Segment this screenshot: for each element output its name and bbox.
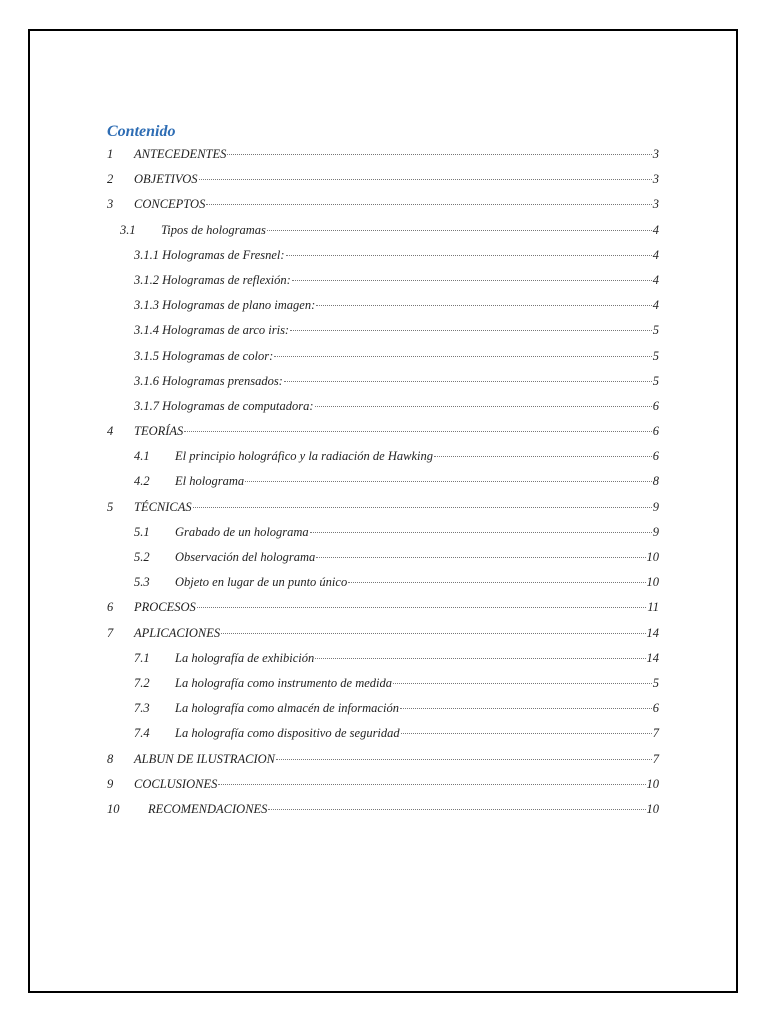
dot-leader: [193, 507, 652, 508]
toc-entry-observacion-holograma[interactable]: [107, 545, 659, 570]
toc-entry-number: 7.3: [134, 701, 150, 716]
toc-entry-text: Tipos de hologramas: [161, 222, 266, 237]
dot-leader: [218, 784, 645, 785]
toc-entry-page: 10: [646, 801, 659, 816]
toc-entry-hologramas-color[interactable]: [107, 344, 659, 369]
toc-entry-number: 5.2: [134, 550, 150, 564]
toc-entry-holografia-medida[interactable]: [107, 671, 659, 696]
toc-entry-text: La holografía como instrumento de medida: [175, 675, 393, 690]
toc-entry-text: APLICACIONES: [134, 625, 221, 640]
dot-leader: [292, 280, 652, 281]
toc-entry-holografia-exhibicion[interactable]: [107, 646, 659, 671]
toc-entry-number: 9: [107, 776, 114, 791]
toc-entry-text: La holografía como almacén de información: [175, 701, 399, 716]
toc-entry-procesos[interactable]: [107, 595, 659, 620]
dot-leader: [267, 230, 652, 231]
toc-entry-number: 7.1: [134, 650, 150, 665]
dot-leader: [400, 708, 652, 709]
dot-leader: [284, 381, 652, 382]
toc-entry-page: 6: [652, 424, 659, 439]
toc-entry-page: 4: [652, 272, 659, 287]
toc-entry-page: 9: [652, 524, 659, 539]
toc-entry-page: 3: [652, 172, 659, 187]
toc-entry-number: 4.1: [134, 449, 150, 464]
toc-entry-page: 11: [647, 600, 659, 615]
toc-entry-principio-holografico[interactable]: [107, 444, 659, 469]
toc-entry-objetivos[interactable]: [107, 167, 659, 192]
toc-entry-page: 10: [646, 575, 659, 590]
toc-entry-text: 3.1.2 Hologramas de reflexión:: [134, 272, 291, 287]
toc-entry-hologramas-plano-imagen[interactable]: [107, 293, 659, 318]
toc-entry-page: 10: [646, 776, 659, 791]
dot-leader: [197, 607, 647, 608]
dot-leader: [276, 759, 652, 760]
toc-entry-page: 6: [652, 398, 659, 413]
toc-entry-text: El holograma: [175, 474, 245, 489]
toc-entry-number: 7: [107, 625, 114, 640]
dot-leader: [274, 356, 652, 357]
toc-entry-el-holograma[interactable]: [107, 469, 659, 494]
toc-entry-text: 3.1.7 Hologramas de computadora:: [134, 398, 314, 413]
toc-entry-text: Grabado de un holograma: [175, 524, 309, 539]
toc-entry-page: 9: [652, 499, 659, 514]
toc-entry-hologramas-prensados[interactable]: [107, 369, 659, 394]
toc-entry-number: 8: [107, 751, 114, 766]
toc-entry-text: PROCESOS: [134, 600, 196, 615]
toc-entry-number: 4.2: [134, 474, 150, 489]
dot-leader: [184, 431, 651, 432]
toc-entry-page: 6: [652, 701, 659, 716]
dot-leader: [199, 179, 652, 180]
toc-entry-page: 4: [652, 222, 659, 237]
toc-entry-text: La holografía como dispositivo de seguridad: [175, 726, 400, 741]
toc-entry-text: ALBUN DE ILUSTRACION: [134, 751, 275, 766]
toc-entry-page: 5: [652, 373, 659, 388]
toc-entry-page: 14: [646, 625, 659, 640]
toc-entry-text: 3.1.5 Hologramas de color:: [134, 348, 274, 363]
toc-entry-antecedentes[interactable]: [107, 142, 659, 167]
toc-entry-hologramas-computadora[interactable]: [107, 394, 659, 419]
dot-leader: [268, 809, 645, 810]
toc-entry-page: 8: [652, 474, 659, 489]
toc-entry-text: Observación del holograma: [175, 550, 316, 564]
toc-entry-coclusiones[interactable]: [107, 772, 659, 797]
dot-leader: [286, 255, 652, 256]
toc-entry-recomendaciones[interactable]: [107, 797, 659, 822]
toc-entry-number: 6: [107, 600, 114, 615]
toc-entry-number: 1: [107, 147, 114, 161]
dot-leader: [227, 154, 651, 155]
dot-leader: [316, 557, 645, 558]
dot-leader: [310, 532, 652, 533]
toc-entry-text: 3.1.1 Hologramas de Fresnel:: [134, 247, 285, 262]
toc-entry-holografia-seguridad[interactable]: [107, 721, 659, 746]
toc-entry-text: RECOMENDACIONES: [148, 801, 268, 816]
toc-entry-page: 4: [652, 298, 659, 313]
toc-entry-conceptos[interactable]: [107, 192, 659, 217]
dot-leader: [315, 658, 645, 659]
toc-entry-text: COCLUSIONES: [134, 776, 218, 791]
toc-entry-page: 5: [652, 323, 659, 338]
toc-entry-grabado-holograma[interactable]: [107, 520, 659, 545]
dot-leader: [348, 582, 645, 583]
toc-entry-page: 7: [652, 726, 659, 741]
dot-leader: [434, 456, 652, 457]
toc-entry-number: 5.3: [134, 575, 150, 590]
toc-entry-page: 7: [652, 751, 659, 766]
toc-entry-hologramas-fresnel[interactable]: [107, 243, 659, 268]
toc-entry-hologramas-arco-iris[interactable]: [107, 318, 659, 343]
table-of-contents: [107, 122, 659, 822]
toc-entry-albun-ilustracion[interactable]: [107, 747, 659, 772]
toc-entry-text: 3.1.6 Hologramas prensados:: [134, 373, 283, 388]
toc-entry-number: 3: [107, 197, 114, 212]
toc-entry-page: 5: [652, 348, 659, 363]
toc-entry-number: 7.2: [134, 675, 150, 690]
toc-entry-text: ANTECEDENTES: [134, 147, 227, 161]
dot-leader: [316, 305, 652, 306]
toc-entry-number: 7.4: [134, 726, 150, 741]
toc-entry-tecnicas[interactable]: [107, 495, 659, 520]
dot-leader: [315, 406, 652, 407]
toc-entry-holografia-almacen[interactable]: [107, 696, 659, 721]
toc-entry-text: TEORÍAS: [134, 424, 184, 439]
toc-entry-number: 3.1: [120, 222, 136, 237]
toc-entry-text: OBJETIVOS: [134, 172, 198, 187]
dot-leader: [401, 733, 652, 734]
toc-entry-hologramas-reflexion[interactable]: [107, 268, 659, 293]
toc-entry-tipos-de-hologramas[interactable]: [107, 218, 659, 243]
toc-title: Contenido: [107, 123, 176, 140]
dot-leader: [393, 683, 652, 684]
toc-entry-number: 5: [107, 499, 114, 514]
toc-entry-page: 3: [652, 197, 659, 212]
toc-entry-aplicaciones[interactable]: [107, 621, 659, 646]
toc-entry-number: 4: [107, 424, 114, 439]
toc-entry-page: 4: [652, 247, 659, 262]
toc-entry-page: 3: [652, 147, 659, 161]
toc-entry-page: 10: [646, 550, 659, 564]
dot-leader: [206, 204, 651, 205]
toc-entry-objeto-punto-unico[interactable]: [107, 570, 659, 595]
toc-entry-number: 2: [107, 172, 114, 187]
toc-entry-text: CONCEPTOS: [134, 197, 206, 212]
toc-entry-text: TÉCNICAS: [134, 499, 192, 514]
toc-entry-text: El principio holográfico y la radiación de Hawking: [175, 449, 433, 464]
toc-entry-text: Objeto en lugar de un punto único: [175, 575, 348, 590]
toc-entry-teorias[interactable]: [107, 419, 659, 444]
toc-entry-page: 14: [646, 650, 659, 665]
toc-entry-text: La holografía de exhibición: [175, 650, 315, 665]
dot-leader: [290, 330, 652, 331]
toc-entry-page: 5: [652, 675, 659, 690]
toc-entry-text: 3.1.3 Hologramas de plano imagen:: [134, 298, 316, 313]
dot-leader: [221, 633, 645, 634]
toc-entry-number: 10: [107, 801, 120, 816]
toc-entry-page: 6: [652, 449, 659, 464]
toc-entry-number: 5.1: [134, 524, 150, 539]
toc-entry-text: 3.1.4 Hologramas de arco iris:: [134, 323, 290, 338]
dot-leader: [245, 481, 652, 482]
